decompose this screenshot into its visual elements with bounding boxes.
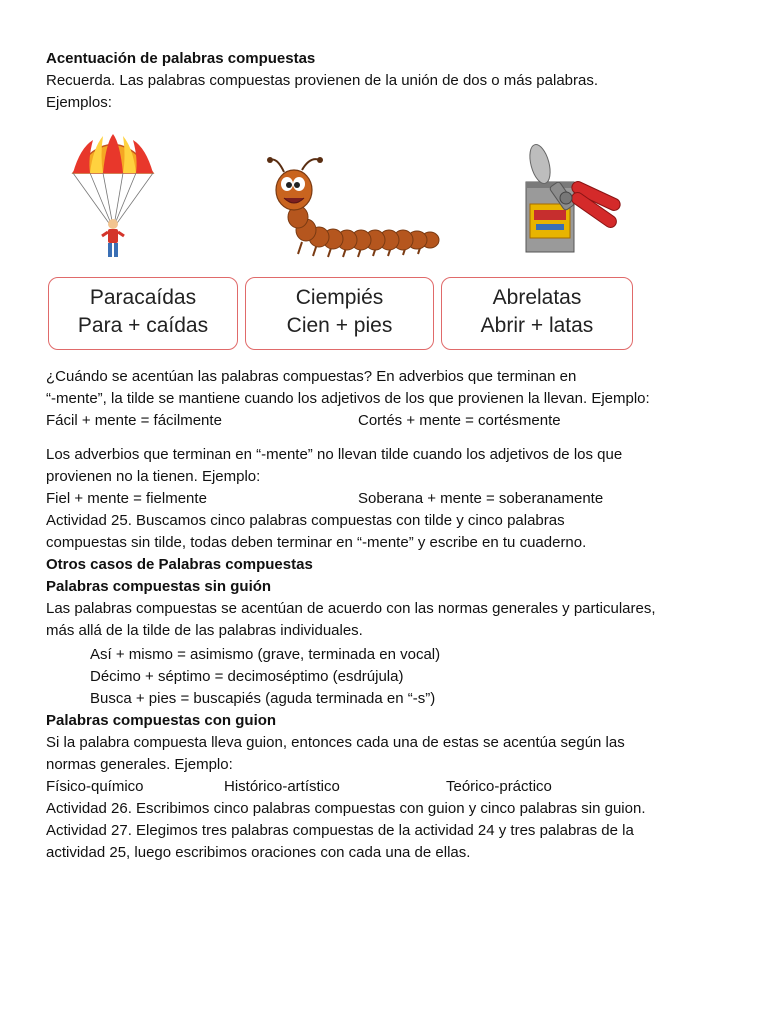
section-heading-sin-guion: Palabras compuestas sin guión xyxy=(46,578,272,595)
activity-27-line-2: actividad 25, luego escribimos oraciones con cada una de ellas. xyxy=(46,844,471,861)
activity-27-line-1: Actividad 27. Elegimos tres palabras compuestas de la actividad 24 y tres palabras de la xyxy=(46,822,634,839)
activity-26: Actividad 26. Escribimos cinco palabras compuestas con guion y cinco palabras sin guion. xyxy=(46,800,646,817)
box-parts: Abrir + latas xyxy=(480,314,594,337)
section-heading-con-guion: Palabras compuestas con guion xyxy=(46,712,277,729)
example-soberanamente: Soberana + mente = soberanamente xyxy=(358,490,604,507)
con-guion-example: Físico-químico xyxy=(46,778,144,795)
example-row-1 xyxy=(46,410,561,432)
example-box-ciempies xyxy=(245,277,434,350)
example-facilmente: Fácil + mente = fácilmente xyxy=(46,412,222,429)
can-opener-icon xyxy=(520,142,630,254)
example-box-paracaidas xyxy=(48,277,238,350)
centipede-icon xyxy=(262,152,442,260)
page-title: Acentuación de palabras compuestas xyxy=(46,50,316,67)
sin-guion-example: Busca + pies = buscapiés (aguda terminada en “-s”) xyxy=(90,690,436,707)
parachute-icon xyxy=(68,128,158,263)
con-guion-line-1: Si la palabra compuesta lleva guion, entonces cada una de estas se acentúa según las xyxy=(46,734,625,751)
section-heading-otros: Otros casos de Palabras compuestas xyxy=(46,556,313,573)
box-parts: Cien + pies xyxy=(286,314,393,337)
example-fielmente: Fiel + mente = fielmente xyxy=(46,490,207,507)
con-guion-line-2: normas generales. Ejemplo: xyxy=(46,756,233,773)
sin-guion-line-2: más allá de la tilde de las palabras individuales. xyxy=(46,622,363,639)
box-parts: Para + caídas xyxy=(77,314,209,337)
example-box-abrelatas xyxy=(441,277,633,350)
activity-25-line-1: Actividad 25. Buscamos cinco palabras compuestas con tilde y cinco palabras xyxy=(46,512,565,529)
intro-text: Recuerda. Las palabras compuestas provienen de la unión de dos o más palabras. xyxy=(46,72,599,89)
question-line-1: ¿Cuándo se acentúan las palabras compuestas? En adverbios que terminan en xyxy=(46,368,577,385)
paragraph-2-line-1: Los adverbios que terminan en “-mente” no llevan tilde cuando los adjetivos de los que xyxy=(46,446,623,463)
con-guion-example: Histórico-artístico xyxy=(224,778,340,795)
sin-guion-example: Así + mismo = asimismo (grave, terminada en vocal) xyxy=(90,646,441,663)
examples-label: Ejemplos: xyxy=(46,94,112,111)
question-line-2: “-mente”, la tilde se mantiene cuando los adjetivos de los que provienen la llevan. Ejemplo: xyxy=(46,390,650,407)
example-row-2 xyxy=(46,488,604,510)
sin-guion-line-1: Las palabras compuestas se acentúan de acuerdo con las normas generales y particulares, xyxy=(46,600,656,617)
box-word: Ciempiés xyxy=(295,286,384,309)
sin-guion-example: Décimo + séptimo = decimoséptimo (esdrújula) xyxy=(90,668,404,685)
activity-25-line-2: compuestas sin tilde, todas deben terminar en “-mente” y escribe en tu cuaderno. xyxy=(46,534,587,551)
con-guion-example: Teórico-práctico xyxy=(446,778,552,795)
box-word: Paracaídas xyxy=(89,286,197,309)
con-guion-examples xyxy=(46,776,552,798)
paragraph-2-line-2: provienen no la tienen. Ejemplo: xyxy=(46,468,261,485)
example-cortesmente: Cortés + mente = cortésmente xyxy=(358,412,561,429)
box-word: Abrelatas xyxy=(492,286,582,309)
